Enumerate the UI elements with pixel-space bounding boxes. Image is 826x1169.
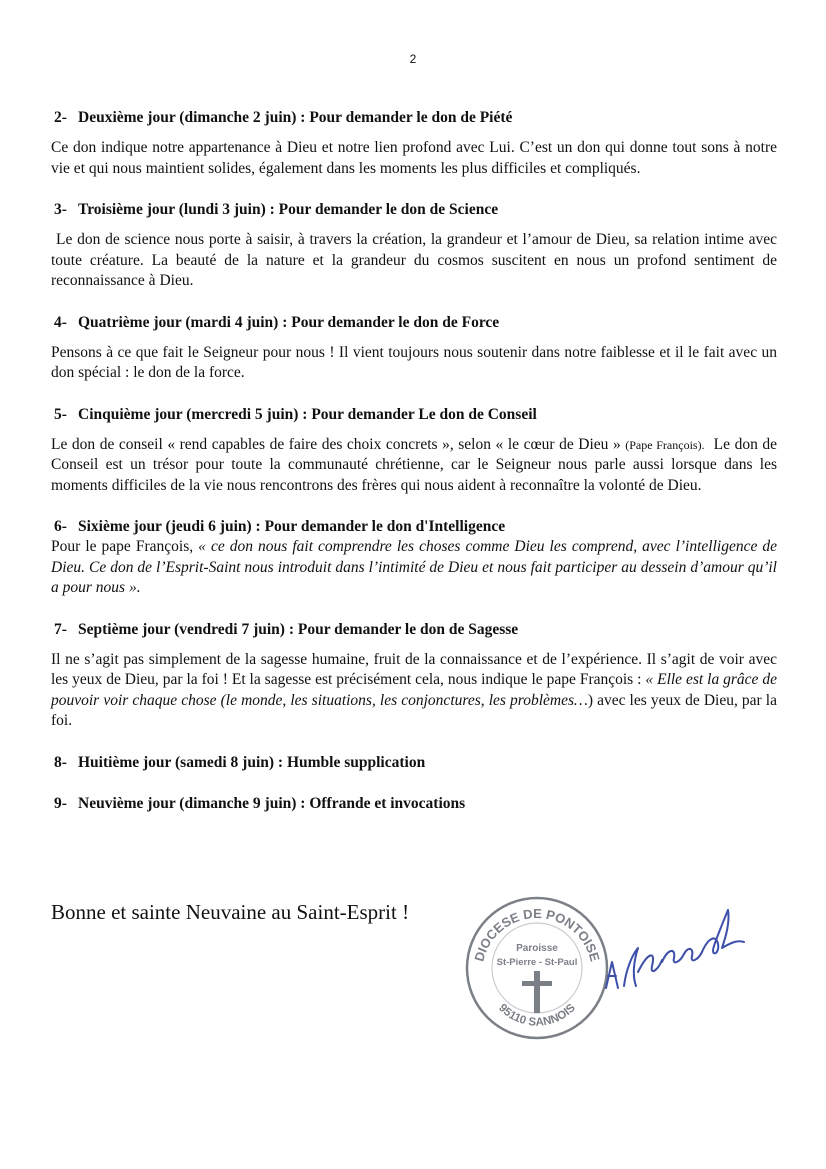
- day-2-title: Deuxième jour (dimanche 2 juin) : Pour demander le don de Piété: [78, 109, 513, 126]
- day-6-title: Sixième jour (jeudi 6 juin) : Pour demander le don d'Intelligence: [78, 518, 506, 535]
- day-8-heading: [54, 753, 777, 773]
- day-7-heading: [54, 620, 777, 640]
- day-4-title: Quatrième jour (mardi 4 juin) : Pour demander le don de Force: [78, 313, 500, 331]
- stamp-line-2: St-Pierre - St-Paul: [496, 957, 578, 968]
- cross-icon: [522, 971, 552, 1013]
- day-4-number: 4-: [54, 313, 67, 331]
- day-7-number: 7-: [54, 620, 67, 638]
- day-4-section: [51, 313, 777, 384]
- day-4-heading: [54, 313, 777, 333]
- closing-blessing: Bonne et sainte Neuvaine au Saint-Esprit !: [51, 900, 410, 924]
- stamp-bottom-text: 95110 SANNOIS: [496, 1001, 578, 1029]
- day-8-number: 8-: [54, 753, 67, 771]
- day-8-title: Huitième jour (samedi 8 juin) : Humble supplication: [78, 753, 426, 771]
- day-9-title: Neuvième jour (dimanche 9 juin) : Offrande et invocations: [78, 794, 466, 812]
- stamp-top-text: DIOCESE DE PONTOISE: [471, 905, 603, 964]
- day-5-number: 5-: [54, 405, 67, 423]
- document-body: [51, 108, 777, 835]
- day-9-heading: [54, 794, 777, 814]
- handwritten-signature: [598, 900, 748, 995]
- day-5-section: [51, 405, 777, 497]
- day-5-text: [51, 435, 777, 497]
- day-7-quote: « Elle est la grâce de pouvoir voir chaque chose (le monde, les situations, les conjonctures, les problèmes…: [51, 671, 778, 709]
- day-6-text: [51, 537, 777, 599]
- day-6-quote: « ce don nous fait comprendre les choses comme Dieu les comprend, avec l’intelligence de Dieu. Ce don de l’Esprit-Saint nous introduit dans l’intimité de Dieu et nous fait participer au dessein d’amour qu’il a pour nous ».: [51, 538, 778, 596]
- day-7-text-before: Il ne s’agit pas simplement de la sagesse humaine, fruit de la connaissance et de l’expérience. Il s’agit de voir avec les yeux de Dieu, par la foi ! Et la sagesse est précisément cela, nous indique le pape François :: [51, 650, 777, 688]
- day-7-title: Septième jour (vendredi 7 juin) : Pour demander le don de Sagesse: [78, 620, 519, 638]
- day-3-title: Troisième jour (lundi 3 juin) : Pour demander le don de Science: [78, 201, 499, 218]
- day-9-number: 9-: [54, 794, 67, 812]
- day-6-heading: [54, 517, 777, 537]
- day-5-title: Cinquième jour (mercredi 5 juin) : Pour demander Le don de Conseil: [78, 405, 537, 423]
- day-3-heading: [54, 200, 777, 220]
- day-9-section: [51, 794, 777, 814]
- parish-stamp: [462, 893, 612, 1043]
- day-2-heading: [54, 108, 777, 128]
- day-2-section: [51, 108, 777, 179]
- day-6-section: [51, 517, 777, 599]
- day-8-section: [51, 753, 777, 773]
- page-number: 2: [409, 52, 417, 66]
- day-2-number: 2-: [54, 109, 67, 126]
- day-5-source: (Pape François).: [625, 437, 705, 452]
- day-5-text-after: Le don de Conseil est un trésor pour toute la communauté chrétienne, car le Seigneur nous parle aussi lorsque dans les moments difficiles de la vie nous rencontrons des frères qui nous aident à reconnaître la volonté de Dieu.: [51, 435, 777, 494]
- day-5-heading: [54, 405, 777, 425]
- stamp-line-1: Paroisse: [516, 943, 558, 954]
- day-6-text-before: Pour le pape François,: [51, 538, 194, 555]
- day-5-text-before: Le don de conseil « rend capables de faire des choix concrets », selon « le cœur de Dieu »: [51, 435, 621, 453]
- day-7-text: [51, 650, 777, 732]
- day-3-text: Le don de science nous porte à saisir, à travers la création, la grandeur et l’amour de Dieu, sa relation intime avec toute créature. La beauté de la nature et la grandeur du cosmos suscitent en nous un profond sentiment de reconnaissance à Dieu.: [51, 231, 777, 289]
- day-3-number: 3-: [54, 201, 67, 218]
- day-3-section: [51, 200, 777, 292]
- day-2-text: Ce don indique notre appartenance à Dieu et notre lien profond avec Lui. C’est un don qui donne tout sons à notre vie et qui nous maintient solides, également dans les moments les plus difficiles et compliqués.: [51, 139, 777, 177]
- day-7-section: [51, 620, 777, 732]
- day-4-text: Pensons à ce que fait le Seigneur pour nous ! Il vient toujours nous soutenir dans notre faiblesse et il le fait avec un don spécial : le don de la force.: [51, 343, 777, 381]
- day-7-text-after: ) avec les yeux de Dieu, par la foi.: [51, 691, 777, 729]
- day-6-number: 6-: [54, 518, 67, 535]
